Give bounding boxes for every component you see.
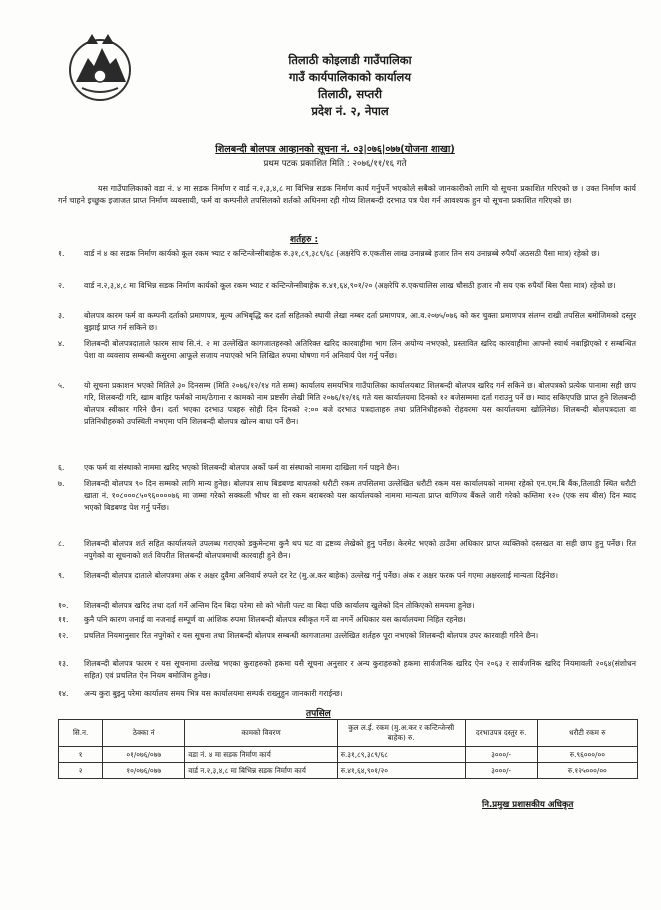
office-location: तिलाठी, सप्तरी xyxy=(318,87,382,101)
signature-title: नि.प्रमुख प्रशासकीय अधिकृत xyxy=(482,800,574,810)
condition-item xyxy=(58,338,638,374)
notice-title: शिलबन्दी बोलपत्र आव्हानको सूचना नं. ०३|०७६|०७७(योजना शाखा) xyxy=(215,144,455,155)
condition-text: बोलपत्र कारम फर्म वा कम्पनी दर्ताको प्रमाणपत्र, मूल्य अभिबृद्धि कर दर्ता सहितको स्थायी लेखा नम्बर दर्ता प्रमाणपत्र, आ.व.२०७५/०७६ को कर चुक्ता प्रमाणपत्र संलग्न राखी तपसिल बमोजिमको दस्तुर बुझाई प्राप्त गर्न सकिने छ। xyxy=(84,311,636,332)
table-cell: ३०००/- xyxy=(465,763,537,779)
conditions-title: शर्तहरु : xyxy=(290,235,319,245)
table-cell: ३०००/- xyxy=(465,747,537,763)
table-cell: २ xyxy=(59,763,103,779)
condition-text: वार्ड न.२,३,४,८ मा विभिन्न सडक निर्माण कार्यको कूल रकम भ्याट र कन्टिन्जेन्सीबाहेक रु.४१,६४,९०१/२० (अक्षरेपि रु.एकचालिस लाख चौसठी हजार नौ सय एक रुपैयाँ बिस पैसा मात्र) रहेको छ। xyxy=(84,281,616,290)
condition-number: ३. xyxy=(58,311,65,320)
column-header: ठेक्का नं xyxy=(103,720,185,747)
table-cell: रु.१२५०००/०० xyxy=(537,763,637,779)
table-cell: वार्ड न.२,३,४,८ मा बिभिन्न सडक निर्माण कार्य xyxy=(185,763,337,779)
office-name: गाउँ कार्यपालिकाको कार्यालय xyxy=(288,70,412,84)
publish-date: प्रथम पटक प्रकाशित मिति : २०७६/११/१६ गते xyxy=(263,159,407,169)
condition-item xyxy=(58,248,638,272)
condition-number: १४. xyxy=(58,689,69,698)
condition-number: ८. xyxy=(58,539,65,548)
condition-number: ४. xyxy=(58,339,65,348)
table-header-row xyxy=(59,720,638,747)
schedule-title: तपसिल xyxy=(306,709,331,719)
column-header: कामको विवरण xyxy=(185,720,337,747)
condition-text: शिलबन्दी बोलपत्र फारम र यस सूचनामा उल्लेख भएका कुराहरुको हकमा यसै सूचना अनुसार र अन्य कुराहरुको हकमा सार्वजनिक खरिद ऐन २०६३ र सार्वजनिक खरिद नियमावली २०६४(संशोधन सहित) एवं प्रचलित ऐन नियम बमोजिम हुनेछ। xyxy=(84,659,636,680)
condition-item xyxy=(58,688,638,700)
condition-number: २. xyxy=(58,281,65,290)
condition-text: शिलबन्दी बोलपत्र दाताले बोलपत्रमा अंक र अक्षर दुवैमा अनिवार्य रुपले दर रेट (मु.अ.कर बाहेक) उल्लेख गर्नु पर्नेछ। अंक र अक्षर फरक पर्न गएमा अक्षरलाई मान्यता दिईनेछ। xyxy=(84,571,559,580)
condition-item xyxy=(58,538,638,574)
condition-number: १०. xyxy=(58,601,69,610)
condition-text: वार्ड नं ४ का सडक निर्माण कार्यको कूल रकम भ्याट र कन्टिन्जेन्सीबाहेक रु.३१,८९,३८९/६८ (अक्षरेपि रु.एकतीस लाख उनान्नब्बे हजार तिन सय उनान्नब्बे रुपैयाँ अठसठी पैसा मात्र) रहेको छ। xyxy=(84,249,600,258)
table-cell: रु.९६०००/०० xyxy=(537,747,637,763)
condition-number: ५. xyxy=(58,381,65,390)
column-header: कुल ल.ई. रकम (मु.अ.कर र कन्टिन्जेन्सी बाहेक) रु. xyxy=(337,720,465,747)
province-name: प्रदेश नं. २, नेपाल xyxy=(311,104,389,118)
condition-text: एक फर्म वा संस्थाको नाममा खरिद भएको शिलबन्दी बोलपत्र अर्को फर्म वा संस्थाको नाममा दाखिला गर्न पाइने छैन। xyxy=(84,463,400,472)
condition-item xyxy=(58,614,638,626)
condition-item xyxy=(58,380,638,452)
condition-number: १३. xyxy=(58,659,69,668)
condition-text: शिलबन्दी बोलपत्र खरिद तथा दर्ता गर्ने अन्तिम दिन बिदा परेमा सो को भोली पल्ट वा बिदा पछि कार्यालय खुलेको दिन तोकिएको समयमा हुनेछ। xyxy=(84,601,475,610)
condition-number: ९. xyxy=(58,571,65,580)
condition-number: ११. xyxy=(58,615,69,624)
condition-number: ७. xyxy=(58,479,65,488)
municipality-name: तिलाठी कोइलाडी गाउँपालिका xyxy=(288,53,412,67)
office-header xyxy=(200,52,500,120)
condition-item xyxy=(58,658,638,682)
condition-text: कुनै पनि कारण जनाई वा नजनाई सम्पूर्ण वा आंशिक रुपमा शिलबन्दी बोलपत्र स्वीकृत गर्ने वा नगर्ने अधिकार यस कार्यालयमा निहित रहनेछ। xyxy=(84,615,466,624)
table-cell: १०/०७६/०७७ xyxy=(103,763,185,779)
condition-item xyxy=(58,570,638,594)
nepal-emblem-logo xyxy=(62,30,138,106)
condition-item xyxy=(58,310,638,334)
table-cell: रु.४१,६४,९०१/२० xyxy=(337,763,465,779)
condition-text: शिलबन्दी बोलपत्र ९० दिन सम्मको लागि मान्य हुनेछ। बोलपत्र साथ बिडबण्ड बापतको धरौटी रकम तपसिलमा उल्लेखित धरौटी रकम यस कार्यालयको नाममा रहेको एन.एम.बि बैंक,तिलाठी स्थित धरौटी खाता नं. १०८०००८५०९६००००७६ मा जम्मा गरेको सक्कली भौचर वा सो रकम बराबरको यस कार्यालयको नाममा मान्यता प्राप्त वाणिज्य बैंकले जारी गरेको कम्तिमा १२० (एक सय बीस) दिन म्याद भएको बिडबण्ड पेश गर्नु पर्नेछ। xyxy=(84,479,636,512)
table-cell: १ xyxy=(59,747,103,763)
table-cell: वडा नं. ४ मा सडक निर्माण कार्य xyxy=(185,747,337,763)
condition-text: यो सूचना प्रकाशन भएको मितिले ३० दिनसम्म (मिति २०७६/१२/१४ गते सम्म) कार्यालय समयभित्र गाउँपालिका कार्यालयबाट शिलबन्दी बोलपत्र खरिद गर्न सकिने छ। बोलपत्रको प्रत्येक पानामा सही छाप गरि, शिलबन्दी गरि, खाम बाहिर फर्मको नाम/ठेगाना र कामको नाम प्रष्टसँग लेखी मिति २०७६/१२/१६ गते यस कार्यालयमा दिनको १२ बजेसम्ममा दर्ता गराउनु पर्ने छ। म्याद सकिएपछि प्राप्त हुने शिलबन्दी बोलपत्र स्वीकार गरिने छैन। दर्ता भएका दरभाउ पत्रहरु सोही दिन दिनको २:०० बजे दरभाउ पत्रदाताहरु तथा प्रतिनिधीहरुको रोहवरमा यस कार्यालयमा खोलिनेछ। शिलबन्दी बोलपत्रदाता वा प्रतिनिधीहरुको उपस्थिती नभएमा पनि शिलबन्दी बोलपत्र खोल्न बाधा पर्ने छैन। xyxy=(84,381,636,426)
condition-item xyxy=(58,600,638,612)
column-header: दरभाउपत्र दस्तुर रु. xyxy=(465,720,537,747)
table-cell: ०१/०७६/०७७ xyxy=(103,747,185,763)
table-row xyxy=(59,747,638,763)
schedule-table xyxy=(58,719,638,779)
condition-text: प्रचलित नियमानुसार रित नपुगेको र यस सूचना तथा शिलबन्दी बोलपत्र सम्बन्धी कागजातमा उल्लेखित शर्तहरु पूरा नभएको शिलबन्दी बोलपत्र उपर कारवाही गरिने छैन। xyxy=(84,631,539,640)
condition-item xyxy=(58,280,638,304)
condition-text: शिलबन्दी बोलपत्रदाताले फारम साथ सि.नं. २ मा उल्लेखित कागजातहरुको अतिरिक्त खरिद कारवाहीमा भाग लिन अयोग्य नभएको, प्रस्तावित खरिद कारवाहीमा आफ्नो स्वार्थ नबाझिएको र सम्बन्धित पेशा वा व्यवसाय सम्बन्धी कसुरमा आफूले सजाय नपाएको भनि लिखित रुपमा घोषणा गर्न अनिवार्य पेश गर्नु पर्नेछ। xyxy=(84,339,636,360)
condition-number: १२. xyxy=(58,631,69,640)
condition-item xyxy=(58,478,638,526)
condition-item xyxy=(58,630,638,654)
condition-item xyxy=(58,462,638,474)
condition-text: शिलबन्दी बोलपत्र शर्त सहित कार्यालयले उपलब्ध गराएको डकुमेन्टमा कुनै थप घट वा द्रष्टव्य लेखेको हुनु पर्नेछ। केरमेट भएको ठाउँमा अधिकार प्राप्त व्यक्तिको दस्तखत वा सही छाप हुनु पर्नेछ। रित नपुगेको वा सूचनाको शर्त विपरीत शिलबन्दी बोलपत्रमाथी कारवाही हुने छैन। xyxy=(84,539,636,560)
intro-paragraph: यस गाउँपालिकाको वडा नं. ४ मा सडक निर्माण र वार्ड न.२,३,४,८ मा विभिन्न सडक निर्माण कार्य गर्नुपर्ने भएकोले सबैको जानकारीको लागि यो सूचना प्रकाशित गरिएको छ । उक्त निर्माण कार्य गर्न चाहने इच्छुक इजाजत प्राप्त निर्माण व्यवसायी, फर्म वा कम्पनीले तपसिलको शर्तको अधिनमा रही गोप्य शिलबन्दी दरभाउ पत्र पेश गर्न आवश्यक हुन यो सूचना प्रकाशित गरिएको छ। xyxy=(58,184,636,205)
condition-number: १. xyxy=(58,249,65,258)
table-row xyxy=(59,763,638,779)
condition-text: अन्य कुरा बुझ्नु परेमा कार्यालय समय भित्र यस कार्यालयमा सम्पर्क राख्नुहुन जानकारी गराईन्छ। xyxy=(84,689,343,698)
table-cell: रु.३१,८९,३८९/६८ xyxy=(337,747,465,763)
column-header: सि.न. xyxy=(59,720,103,747)
column-header: धरौटी रकम रु xyxy=(537,720,637,747)
condition-number: ६. xyxy=(58,463,65,472)
